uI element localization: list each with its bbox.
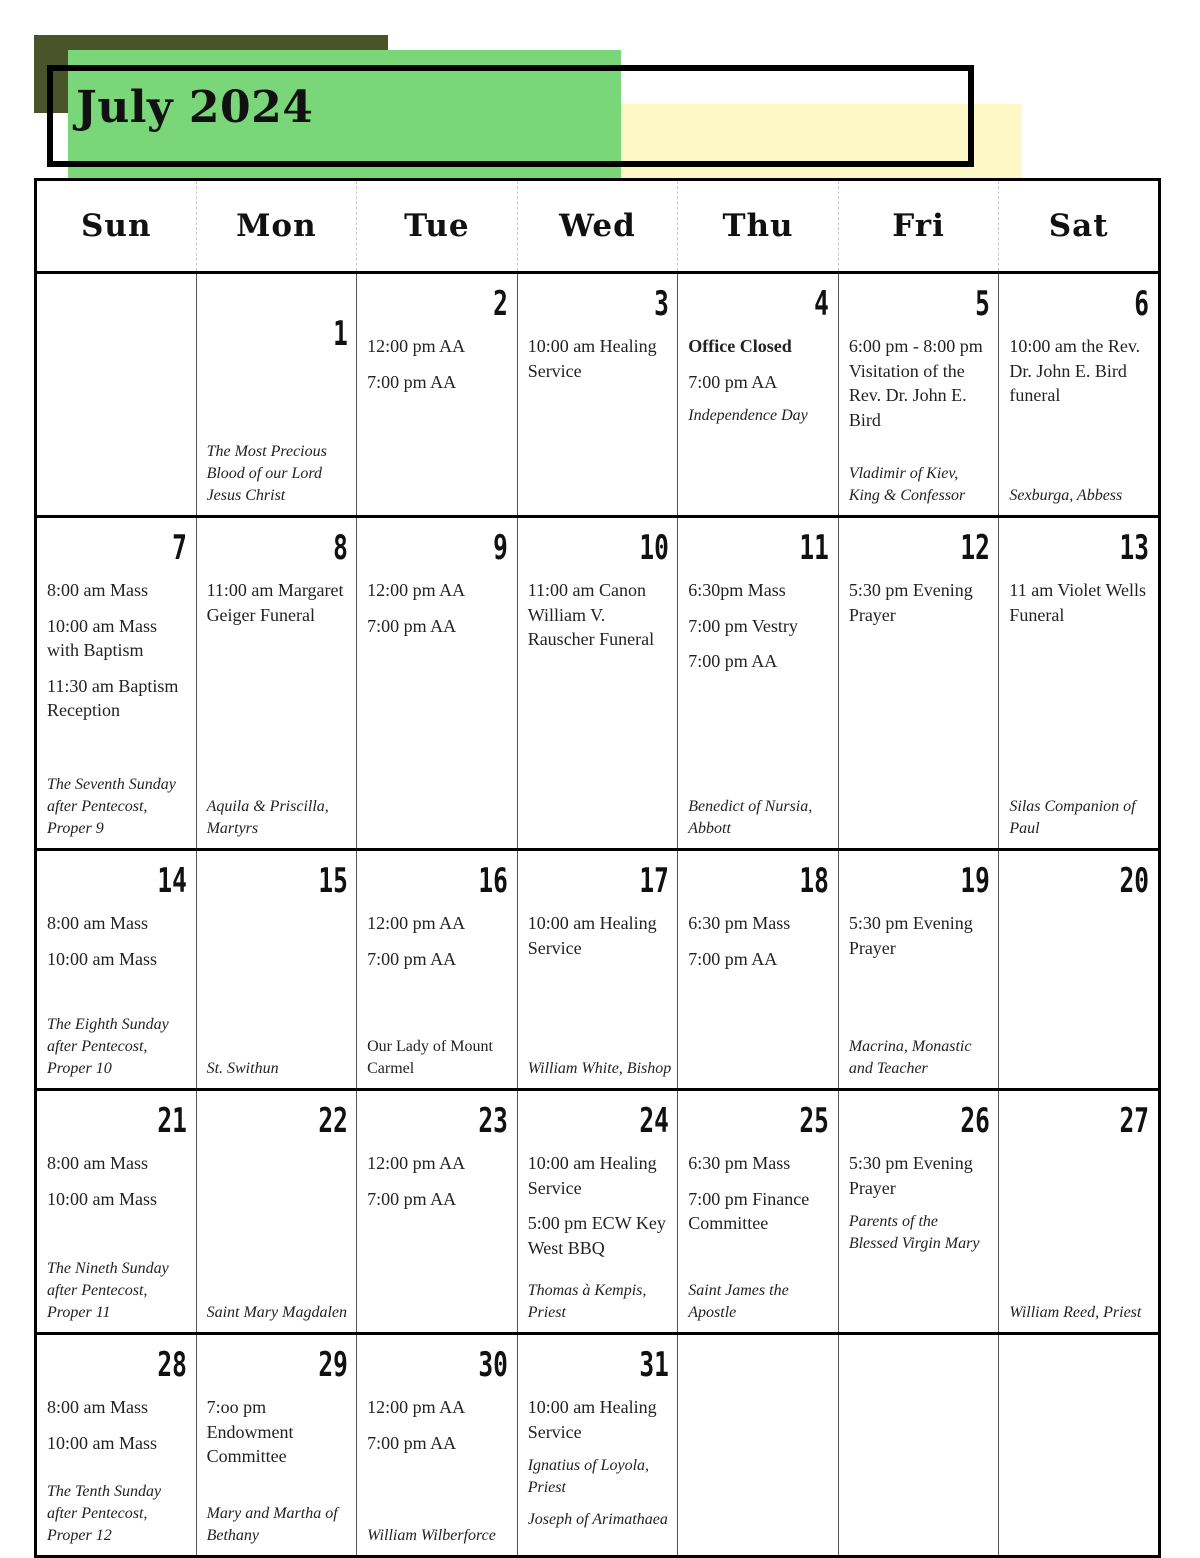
event-list: [37, 1387, 196, 1455]
day-cell[interactable]: [678, 1090, 839, 1334]
weekday-sat: Sat: [999, 180, 1160, 273]
observance-label: The Eighth Sunday after Pentecost, Proper 10: [47, 1016, 169, 1077]
event-list: [37, 1143, 196, 1211]
day-number: 3: [653, 284, 669, 324]
day-number: 12: [960, 528, 990, 568]
event-item: 6:30 pm Mass: [688, 913, 791, 933]
observance-label: Benedict of Nursia, Abbott: [688, 798, 813, 837]
day-number: 24: [639, 1101, 669, 1141]
event-list: [357, 326, 517, 394]
day-cell[interactable]: [517, 850, 678, 1090]
event-item: 10:00 am Healing Service: [527, 336, 657, 381]
event-list: [518, 326, 678, 383]
week-row: [36, 273, 1160, 517]
observance-label: The Seventh Sunday after Pentecost, Proper 9: [47, 776, 176, 837]
observance-label: Our Lady of Mount Carmel: [367, 1038, 493, 1077]
day-cell[interactable]: [838, 1334, 999, 1557]
day-number: 21: [157, 1101, 187, 1141]
observance-label: The Most Precious Blood of our Lord Jesus Christ: [206, 443, 327, 504]
day-cell[interactable]: [999, 1334, 1160, 1557]
week-row: [36, 1334, 1160, 1557]
day-number: 23: [478, 1101, 509, 1141]
event-item: 10:00 am Healing Service: [527, 913, 657, 958]
event-list: [999, 326, 1158, 408]
observance-label: Saint James the Apostle: [688, 1282, 789, 1321]
event-list: [999, 570, 1158, 627]
event-list: [999, 903, 1158, 911]
event-item: 12:00 pm AA: [367, 913, 466, 933]
event-item: 7:00 pm AA: [688, 371, 778, 392]
observance-label: Aquila & Priscilla, Martyrs: [206, 798, 329, 837]
event-list: [357, 570, 517, 638]
day-number: 19: [960, 861, 990, 901]
day-number: 30: [478, 1345, 509, 1385]
weekday-mon: Mon: [196, 180, 357, 273]
event-item: 7:00 pm AA: [367, 948, 457, 969]
event-item: 12:00 pm AA: [367, 336, 466, 356]
day-number: 18: [799, 861, 830, 901]
day-cell[interactable]: [357, 517, 518, 850]
day-cell[interactable]: [678, 850, 839, 1090]
event-item: 6:30 pm Mass: [688, 1153, 791, 1173]
day-cell[interactable]: [196, 850, 357, 1090]
week-row: [36, 1090, 1160, 1334]
day-cell[interactable]: [357, 273, 518, 517]
event-list: [197, 570, 357, 627]
observance-label: Mary and Martha of Bethany: [206, 1505, 338, 1544]
event-item: 7:oo pm Endowment Committee: [206, 1397, 294, 1466]
event-list: [357, 903, 517, 971]
day-cell[interactable]: [357, 850, 518, 1090]
day-cell[interactable]: [517, 517, 678, 850]
day-cell[interactable]: [36, 1090, 197, 1334]
day-cell[interactable]: [196, 1334, 357, 1557]
event-item: 10:00 am Mass: [47, 1188, 157, 1209]
day-cell[interactable]: [36, 850, 197, 1090]
day-cell[interactable]: [196, 273, 357, 517]
event-item: 6:00 pm - 8:00 pm Visitation of the Rev. Dr. John E. Bird: [848, 336, 983, 430]
day-cell[interactable]: [36, 273, 197, 517]
event-item: 11:30 am Baptism Reception: [47, 675, 179, 720]
day-cell[interactable]: [678, 273, 839, 517]
event-item: 12:00 pm AA: [367, 1397, 466, 1417]
event-item: 5:30 pm Evening Prayer: [848, 1153, 973, 1198]
week-row: [36, 850, 1160, 1090]
event-item: 7:00 pm AA: [688, 651, 778, 671]
event-list: [357, 1143, 517, 1211]
observance-label: Joseph of Arimathaea: [527, 1511, 668, 1528]
event-item: 10:00 am Mass: [47, 1432, 157, 1453]
event-list: [839, 903, 999, 960]
day-cell[interactable]: [838, 517, 999, 850]
event-list: [678, 903, 838, 971]
weekday-sun: Sun: [36, 180, 197, 273]
event-item: 11:00 am Margaret Geiger Funeral: [206, 580, 344, 625]
event-list: [678, 1143, 838, 1236]
day-cell[interactable]: [36, 517, 197, 850]
observance-label: Saint Mary Magdalen: [206, 1304, 347, 1321]
day-cell[interactable]: [838, 1090, 999, 1334]
observance-label: Vladimir of Kiev, King & Confessor: [848, 465, 966, 504]
event-list: [518, 1143, 678, 1260]
event-item: 8:00 am Mass: [47, 580, 148, 600]
day-number: 5: [974, 284, 990, 324]
day-number: 14: [157, 861, 187, 901]
event-item: 5:30 pm Evening Prayer: [848, 913, 973, 958]
event-list: [197, 1143, 357, 1151]
event-item: 10:00 am Healing Service: [527, 1397, 657, 1442]
event-list: [678, 570, 838, 674]
event-list: [839, 326, 999, 432]
event-item: 5:30 pm Evening Prayer: [848, 580, 973, 625]
event-list: [357, 1387, 517, 1455]
day-cell[interactable]: [36, 1334, 197, 1557]
observance-label: William White, Bishop: [527, 1060, 672, 1077]
event-item: 10:00 am Mass: [47, 948, 157, 969]
observance-label: The Tenth Sunday after Pentecost, Proper 12: [47, 1483, 162, 1544]
weekday-header-row: [36, 180, 1160, 273]
day-number: 6: [1134, 284, 1150, 324]
weekday-fri: Fri: [838, 180, 999, 273]
day-cell[interactable]: [517, 1090, 678, 1334]
event-list: [839, 1143, 999, 1255]
weekday-tue: Tue: [357, 180, 518, 273]
event-list: [37, 570, 196, 723]
event-list: [678, 1335, 838, 1343]
weekday-thu: Thu: [678, 180, 839, 273]
day-cell[interactable]: [357, 1334, 518, 1557]
event-list: [197, 903, 357, 911]
event-item: 7:00 pm AA: [367, 1432, 457, 1453]
day-cell[interactable]: [999, 850, 1160, 1090]
event-item: 12:00 pm AA: [367, 1153, 466, 1173]
event-list: [518, 903, 678, 960]
day-cell[interactable]: [357, 1090, 518, 1334]
event-item: 7:00 pm Vestry: [688, 615, 798, 636]
day-number: 4: [814, 284, 830, 324]
day-number: 15: [317, 861, 348, 901]
day-number: 1: [332, 314, 348, 354]
day-cell[interactable]: [517, 1334, 678, 1557]
event-item: 11 am Violet Wells Funeral: [1009, 580, 1147, 625]
event-item: 8:00 am Mass: [47, 1397, 148, 1417]
observance-label: The Nineth Sunday after Pentecost, Proper 11: [47, 1260, 169, 1321]
event-item: 8:00 am Mass: [47, 913, 148, 933]
day-number: 2: [493, 284, 509, 324]
event-item: 12:00 pm AA: [367, 580, 466, 600]
day-number: 9: [493, 528, 509, 568]
day-number: 20: [1119, 861, 1150, 901]
observance-label: William Wilberforce: [367, 1527, 496, 1544]
day-number: 25: [799, 1101, 830, 1141]
event-item: 6:30pm Mass: [688, 580, 786, 600]
day-number: 26: [960, 1101, 990, 1141]
event-list: [37, 274, 196, 282]
day-number: 17: [639, 861, 669, 901]
day-cell[interactable]: [838, 273, 999, 517]
day-cell[interactable]: [838, 850, 999, 1090]
event-list: [37, 903, 196, 971]
day-cell[interactable]: [999, 517, 1160, 850]
day-number: 10: [639, 528, 669, 568]
observance-label: Ignatius of Loyola, Priest: [527, 1457, 650, 1496]
day-number: 28: [157, 1345, 187, 1385]
observance-label: Independence Day: [688, 407, 808, 424]
event-list: [678, 326, 838, 427]
day-number: 31: [639, 1345, 669, 1385]
event-item: 7:00 pm AA: [688, 948, 778, 969]
event-list: [839, 1335, 999, 1343]
event-list: [518, 570, 678, 652]
day-cell[interactable]: [196, 1090, 357, 1334]
event-list: [999, 1143, 1158, 1151]
event-list: [197, 1387, 357, 1469]
event-item: 7:00 pm AA: [367, 615, 457, 636]
observance-label: Thomas à Kempis, Priest: [527, 1282, 647, 1321]
event-item: 11:00 am Canon William V. Rauscher Funeral: [527, 580, 655, 649]
event-item: 10:00 am the Rev. Dr. John E. Bird funeral: [1009, 336, 1141, 405]
event-list: [839, 570, 999, 627]
day-cell[interactable]: [678, 517, 839, 850]
day-number: 8: [332, 528, 348, 568]
event-list: [518, 1387, 678, 1531]
day-number: 27: [1119, 1101, 1150, 1141]
day-number: 7: [172, 528, 187, 568]
event-item: 8:00 am Mass: [47, 1153, 148, 1173]
day-number: 29: [317, 1345, 348, 1385]
day-cell[interactable]: [196, 517, 357, 850]
event-item: 5:00 pm ECW Key West BBQ: [527, 1213, 666, 1258]
observance-label: Parents of the Blessed Virgin Mary: [848, 1213, 980, 1252]
observance-label: St. Swithun: [206, 1060, 279, 1077]
event-item: 7:00 pm AA: [367, 371, 457, 392]
event-item: Office Closed: [688, 336, 792, 356]
event-item: 7:00 pm AA: [367, 1188, 457, 1209]
day-number: 11: [799, 528, 830, 568]
day-cell[interactable]: [517, 273, 678, 517]
event-item: 10:00 am Mass with Baptism: [47, 615, 157, 660]
observance-label: Silas Companion of Paul: [1009, 798, 1136, 837]
event-list: [197, 356, 357, 364]
observance-label: William Reed, Priest: [1009, 1304, 1142, 1321]
day-cell[interactable]: [678, 1334, 839, 1557]
event-list: [999, 1335, 1158, 1343]
day-cell[interactable]: [999, 1090, 1160, 1334]
day-cell[interactable]: [999, 273, 1160, 517]
page-title: July 2024: [76, 82, 314, 133]
day-number: 16: [478, 861, 509, 901]
day-number: 13: [1119, 528, 1150, 568]
event-item: 10:00 am Healing Service: [527, 1153, 657, 1198]
weekday-wed: Wed: [517, 180, 678, 273]
observance-label: Macrina, Monastic and Teacher: [848, 1038, 972, 1077]
event-item: 7:00 pm Finance Committee: [688, 1188, 810, 1233]
observance-label: Sexburga, Abbess: [1009, 487, 1123, 504]
calendar-grid: [34, 178, 1161, 1558]
day-number: 22: [317, 1101, 348, 1141]
week-row: [36, 517, 1160, 850]
